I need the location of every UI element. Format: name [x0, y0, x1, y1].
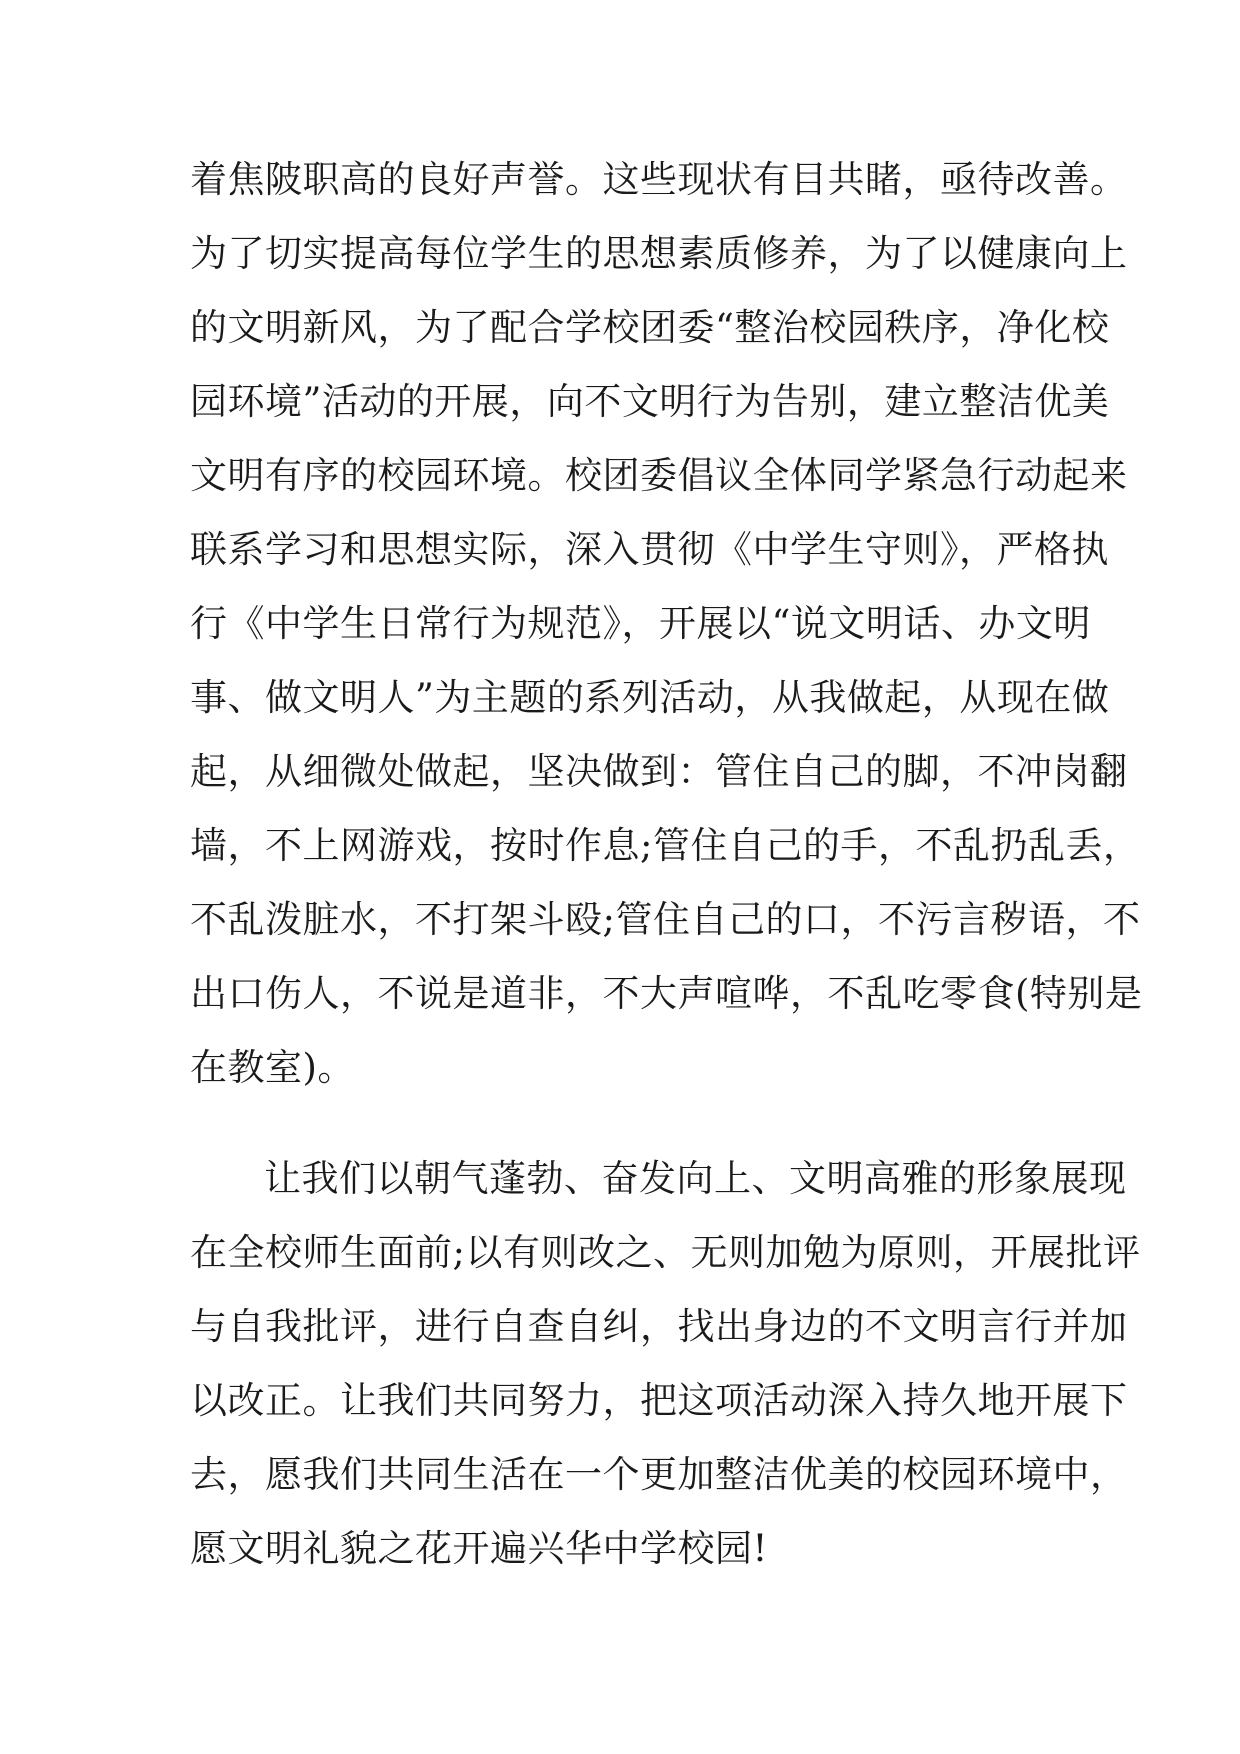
body-text-line: 墙，不上网游戏，按时作息;管住自己的手，不乱扔乱丢， [190, 824, 1141, 867]
body-text-line: 为了切实提高每位学生的思想素质修养，为了以健康向上 [190, 232, 1128, 275]
body-text-line: 不乱泼脏水，不打架斗殴;管住自己的口，不污言秽语，不 [190, 898, 1141, 941]
body-text-line: 行《中学生日常行为规范》，开展以“说文明话、办文明 [190, 602, 1091, 645]
paragraph-first-line: 让我们以朝气蓬勃、奋发向上、文明高雅的形象展现 [264, 1157, 1127, 1200]
body-text-line: 联系学习和思想实际，深入贯彻《中学生守则》，严格执 [190, 528, 1109, 571]
body-text-line: 事、做文明人”为主题的系列活动，从我做起，从现在做 [190, 676, 1110, 719]
body-text-line: 着焦陂职高的良好声誉。这些现状有目共睹，亟待改善。 [190, 158, 1128, 201]
body-text-line: 以改正。让我们共同努力，把这项活动深入持久地开展下 [190, 1379, 1128, 1422]
body-text-line: 园环境”活动的开展，向不文明行为告别，建立整洁优美 [190, 380, 1110, 423]
body-text-line: 的文明新风，为了配合学校团委“整治校园秩序，净化校 [190, 306, 1110, 349]
body-text-line: 与自我批评，进行自查自纠，找出身边的不文明言行并加 [190, 1305, 1128, 1348]
body-text-line: 文明有序的校园环境。校团委倡议全体同学紧急行动起来 [190, 454, 1128, 497]
body-text-line: 出口伤人，不说是道非，不大声喧哗，不乱吃零食(特别是 [190, 972, 1143, 1015]
body-text-line: 去，愿我们共同生活在一个更加整洁优美的校园环境中， [190, 1453, 1128, 1496]
body-text-line: 起，从细微处做起，坚决做到：管住自己的脚，不冲岗翻 [190, 750, 1128, 793]
body-text-line: 在全校师生面前;以有则改之、无则加勉为原则，开展批评 [190, 1231, 1141, 1274]
paragraph-end-line: 在教室)。 [190, 1046, 355, 1089]
paragraph-end-line: 愿文明礼貌之花开遍兴华中学校园! [190, 1527, 768, 1570]
